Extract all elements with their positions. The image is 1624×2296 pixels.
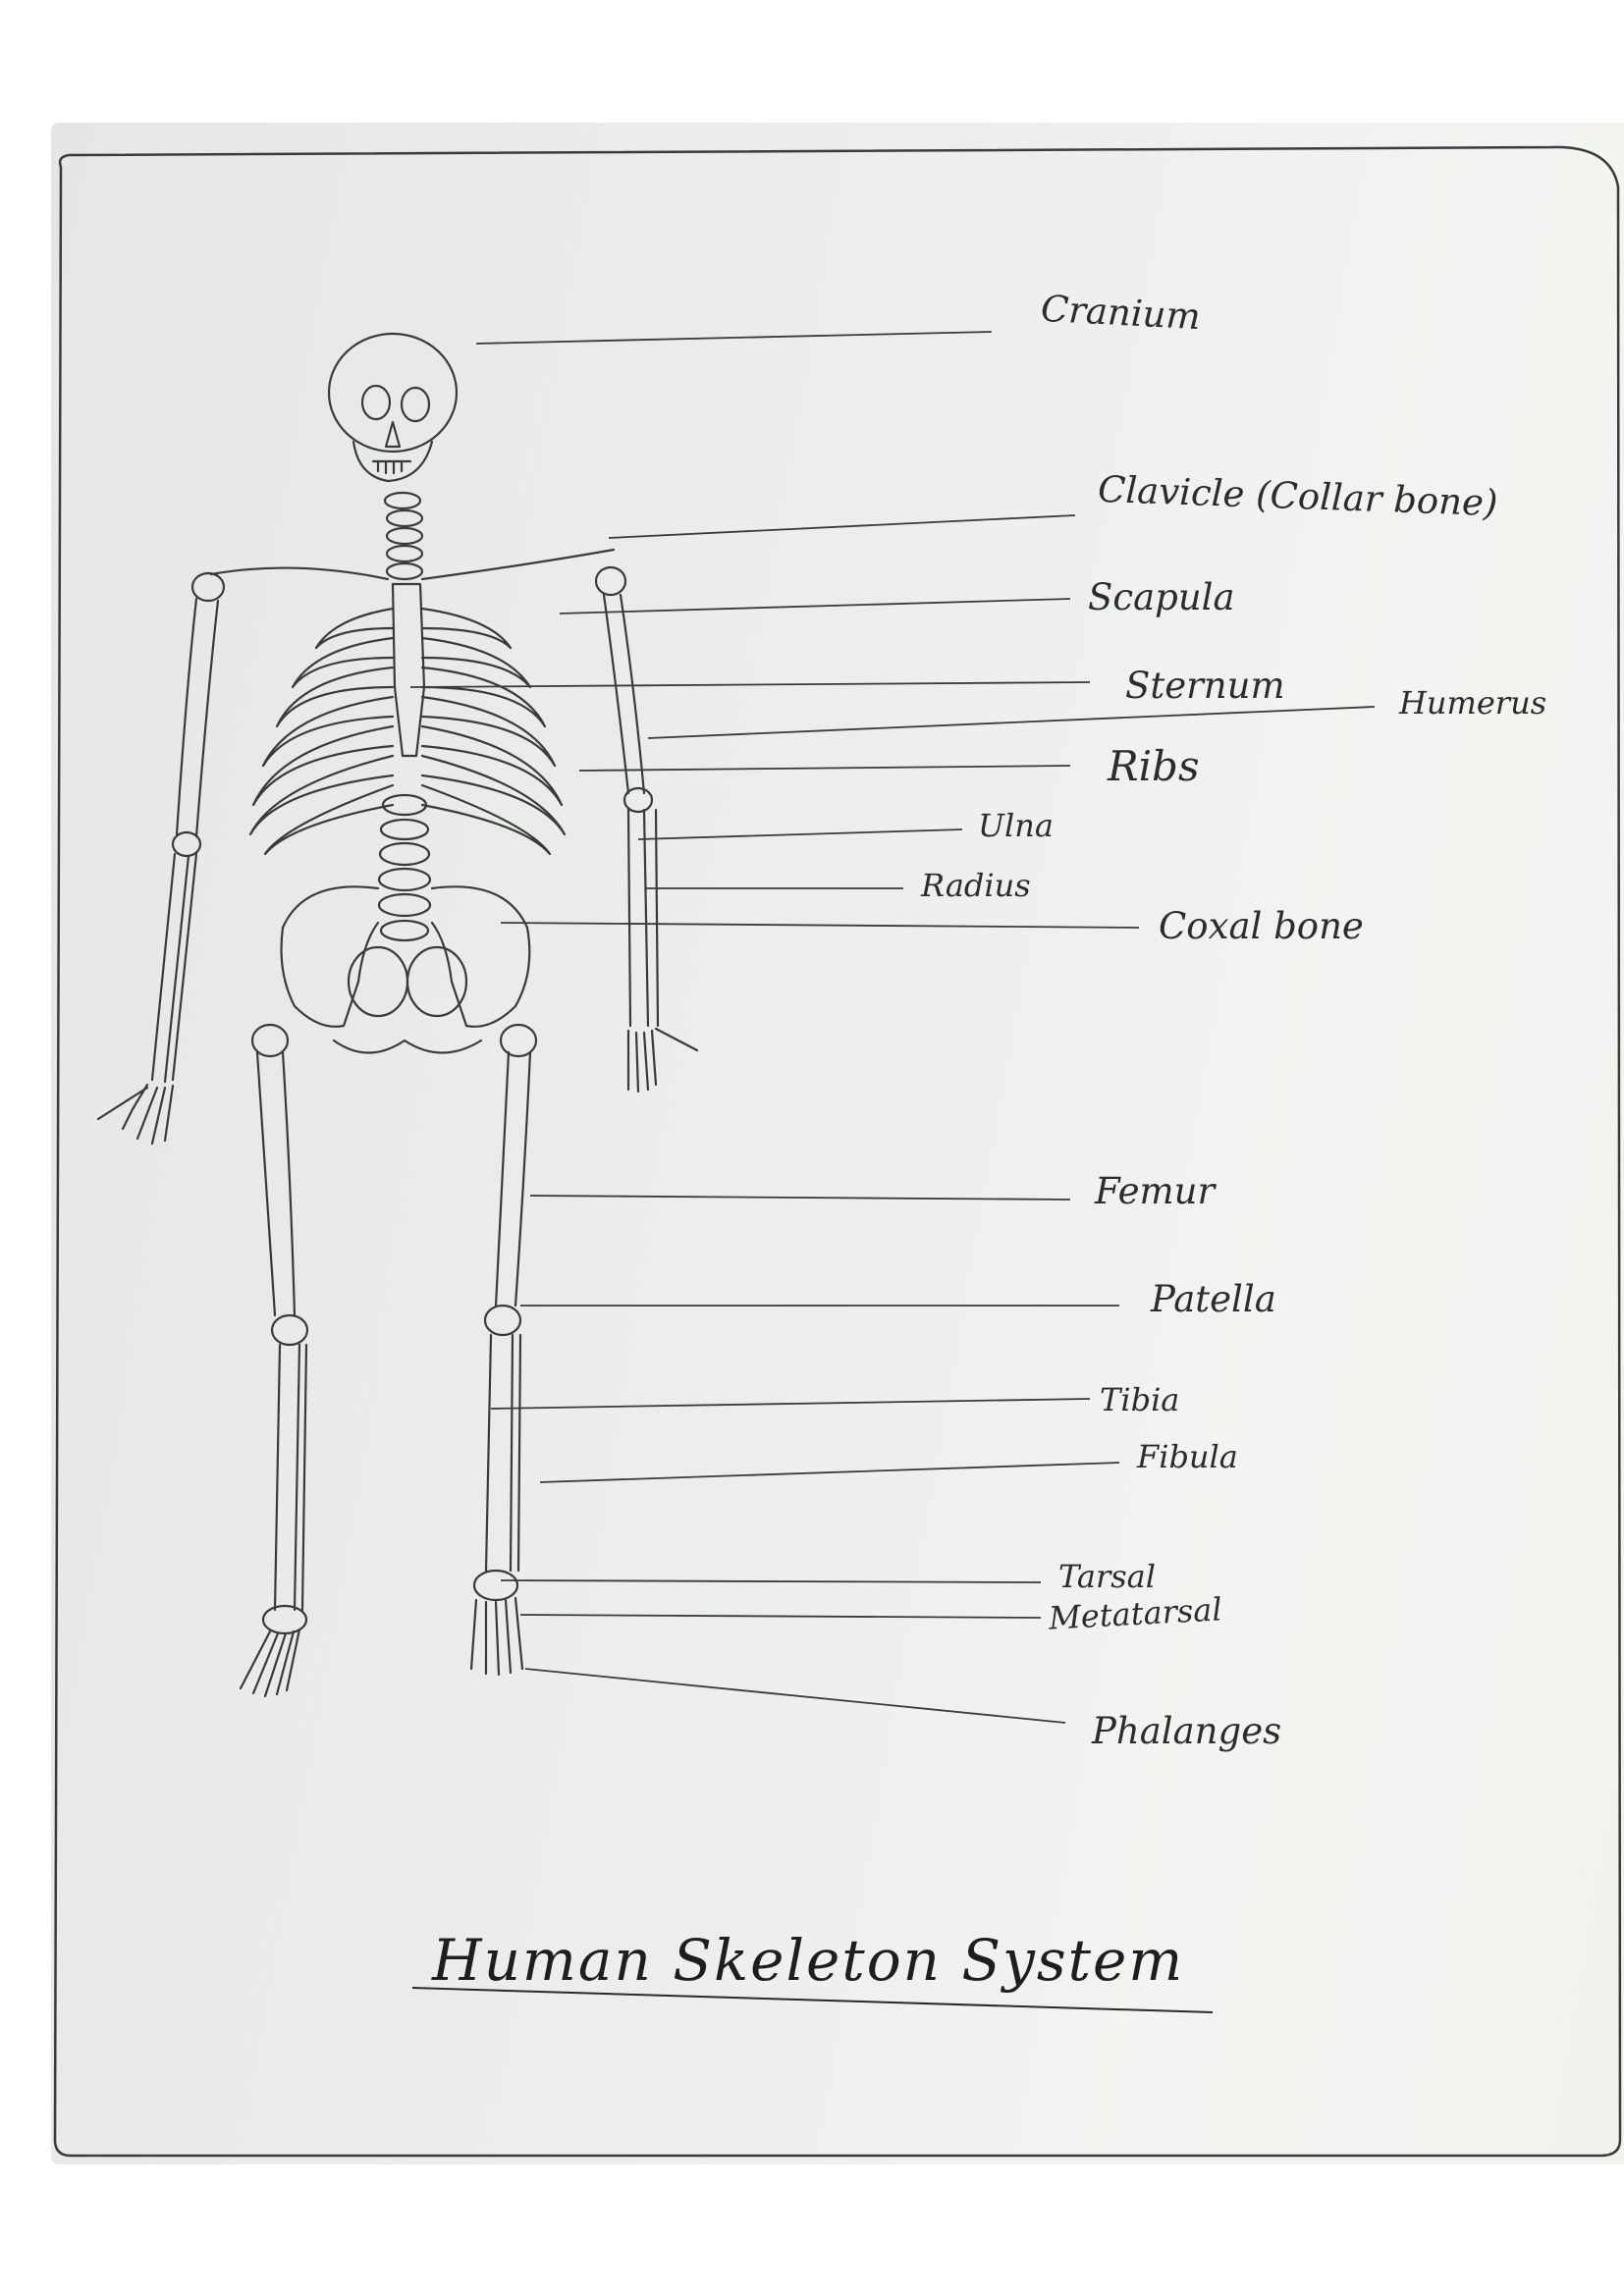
diagram-title: Human Skeleton System — [432, 1927, 1185, 1994]
label-scapula: Scapula — [1088, 576, 1235, 618]
label-tibia: Tibia — [1100, 1381, 1180, 1418]
leader-humerus — [648, 707, 1375, 738]
label-femur: Femur — [1095, 1170, 1216, 1212]
leader-metatarsal — [520, 1615, 1041, 1618]
label-clavicle: Clavicle (Collar bone) — [1097, 467, 1499, 525]
leader-ulna — [638, 829, 962, 839]
pelvis — [282, 886, 530, 1052]
label-radius: Radius — [921, 867, 1031, 904]
lumbar-spine — [379, 795, 430, 940]
label-tarsal: Tarsal — [1058, 1558, 1156, 1595]
leader-ribs — [579, 766, 1070, 771]
cervical-spine — [385, 493, 422, 579]
page-border — [55, 147, 1620, 2156]
left-leg — [241, 1025, 307, 1696]
label-ulna: Ulna — [978, 807, 1054, 844]
label-cranium: Cranium — [1039, 287, 1202, 339]
leader-phalanges — [525, 1669, 1065, 1723]
clavicle-left — [211, 568, 388, 579]
clavicle-right — [422, 550, 614, 579]
leader-femur — [530, 1196, 1070, 1200]
label-fibula: Fibula — [1137, 1438, 1238, 1475]
rib-cage — [250, 609, 565, 854]
leader-coxal — [501, 923, 1139, 928]
label-patella: Patella — [1151, 1278, 1276, 1320]
leader-tibia — [491, 1399, 1090, 1409]
right-leg — [471, 1025, 536, 1675]
left-arm — [98, 573, 224, 1144]
leader-lines — [410, 332, 1375, 1723]
label-ribs: Ribs — [1108, 742, 1200, 790]
skeleton — [98, 334, 697, 1696]
leader-clavicle — [609, 515, 1075, 538]
label-sternum: Sternum — [1125, 665, 1285, 707]
leader-scapula — [560, 599, 1070, 614]
leader-tarsal — [501, 1580, 1041, 1582]
right-arm — [596, 567, 697, 1092]
label-coxal-bone: Coxal bone — [1159, 905, 1364, 947]
leader-fibula — [540, 1463, 1119, 1482]
label-humerus: Humerus — [1399, 684, 1547, 721]
leader-cranium — [476, 332, 992, 344]
skull-icon — [329, 334, 457, 481]
leader-sternum — [410, 682, 1090, 687]
label-phalanges: Phalanges — [1092, 1710, 1282, 1752]
label-metatarsal: Metatarsal — [1048, 1590, 1223, 1637]
sternum — [393, 584, 424, 756]
